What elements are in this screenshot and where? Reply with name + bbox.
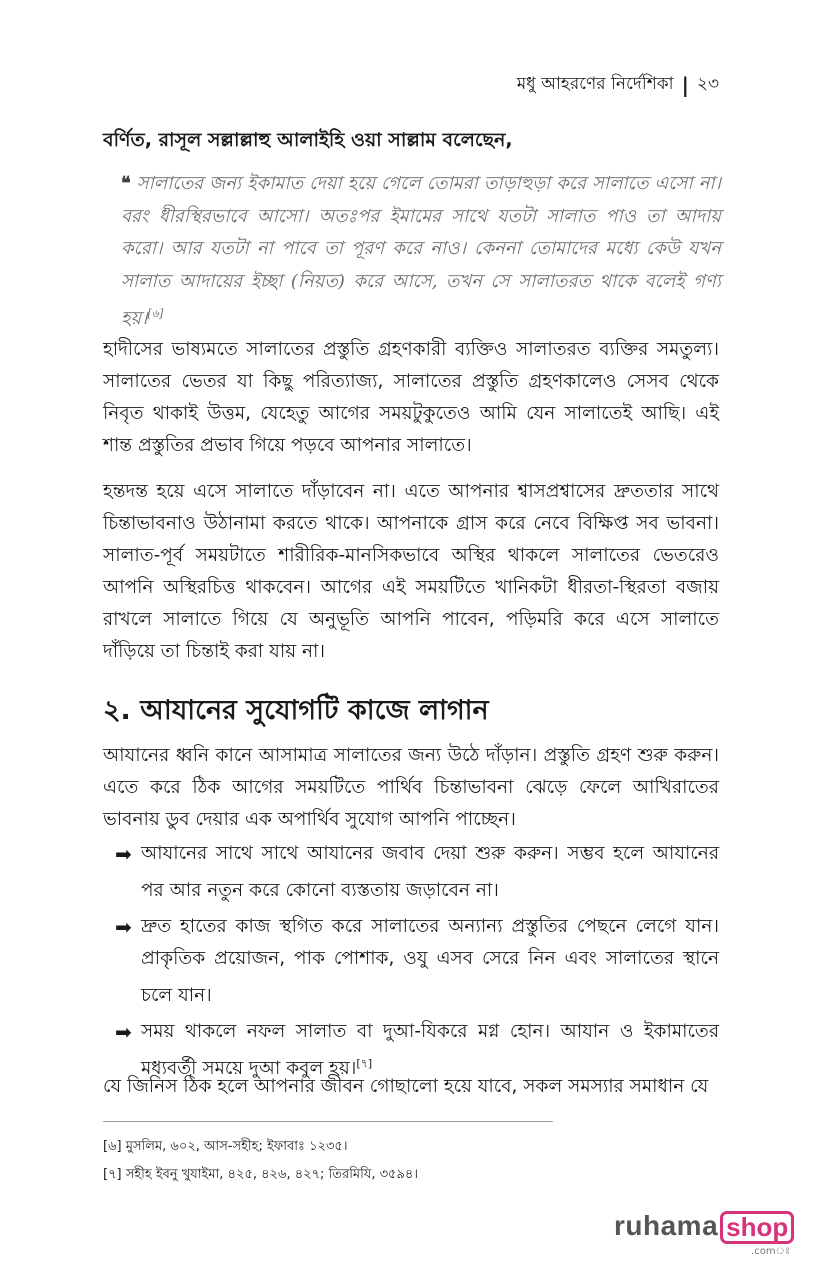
paragraph: আযানের ধ্বনি কানে আসামাত্র সালাতের জন্য উঠে দাঁড়ান। প্রস্তুতি গ্রহণ শুরু করুন। এতে করে ঠিক আগের সময়টিতে পার্থিব চিন্তাভাবনা ঝেড়ে ফেলে আখিরাতের ভাবনায় ডুব দেয়ার এক অপার্থিব সুযোগ আপনি পাচ্ছেন।	[103, 745, 719, 830]
page-number: ২৩	[696, 74, 719, 94]
footnote: [৭] সহীহ ইবনু খুযাইমা, ৪২৫, ৪২৬, ৪২৭; তিরমিযি, ৩৫৯৪।	[103, 1167, 419, 1182]
paragraph: যে জিনিস ঠিক হলে আপনার জীবন গোছালো হয়ে যাবে, সকল সমস্যার সমাধান যে	[103, 1076, 709, 1097]
list-item-text: দ্রুত হাতের কাজ স্থগিত করে সালাতের অন্যান্য প্রস্তুতির পেছনে লেগে যান। প্রাকৃতিক প্রয়োজন, পাক পোশাক, ওযু এসব সেরে নিন এবং সালাতের স্থানে চলে যান।	[141, 916, 719, 1007]
arrow-right-icon: ➡	[115, 842, 132, 866]
paragraph: হন্তদন্ত হয়ে এসে সালাতে দাঁড়াবেন না। এতে আপনার শ্বাসপ্রশ্বাসের দ্রুততার সাথে চিন্তাভাবনাও উঠানামা করতে থাকে। আপনাকে গ্রাস করে নেবে বিক্ষিপ্ত সব ভাবনা। সালাত-পূর্ব সময়টাতে শারীরিক-মানসিকভাবে অস্থির থাকলে সালাতের ভেতরেও আপনি অস্থিরচিত্ত থাকবেন। আগের এই সময়টিতে খানিকটা ধীরতা-স্থিরতা বজায় রাখলে সালাতে গিয়ে যে অনুভূতি আপনি পাবেন, পড়িমরি করে এসে সালাতে দাঁড়িয়ে তা চিন্তাই করা যায় না।	[103, 481, 719, 662]
arrow-right-icon: ➡	[115, 1020, 132, 1045]
list-item	[115, 911, 719, 1012]
footnote-divider	[103, 1121, 553, 1122]
running-header	[517, 71, 719, 99]
footnote-ref[interactable]: [৭]	[356, 1057, 373, 1071]
footnotes	[103, 1133, 418, 1189]
hadith-quote	[121, 168, 721, 336]
section-heading: ২. আযানের সুযোগটি কাজে লাগান	[103, 695, 489, 726]
book-title: মধু আহরণের নির্দেশিকা	[516, 74, 674, 94]
logo-shop-badge: shop	[720, 1211, 794, 1244]
list-item-text: সময় থাকলে নফল সালাত বা দুআ-যিকরে মগ্ন হোন। আযান ও ইকামাতের মধ্যবর্তী সময়ে দুআ কবুল হয়।[৭]	[141, 1021, 719, 1080]
header-separator: |	[681, 73, 689, 97]
arrow-right-icon: ➡	[115, 915, 132, 940]
logo-domain: .comঃ	[751, 1246, 791, 1257]
bullet-list	[115, 838, 719, 1089]
ruhamashop-logo	[614, 1210, 794, 1257]
paragraph: হাদীসের ভাষ্যমতে সালাতের প্রস্তুতি গ্রহণকারী ব্যক্তিও সালাতরত ব্যক্তির সমতুল্য। সালাতের ভেতর যা কিছু পরিত্যাজ্য, সালাতের প্রস্তুতি গ্রহণকালেও সেসব থেকে নিবৃত থাকাই উত্তম, যেহেতু আগের সময়টুকুতেও আমি যেন সালাতেই আছি। এই শান্ত প্রস্তুতির প্রভাব গিয়ে পড়বে আপনার সালাতে।	[103, 339, 719, 456]
intro-line: বর্ণিত, রাসূল সল্লাল্লাহু আলাইহি ওয়া সাল্লাম বলেছেন,	[103, 129, 513, 151]
quote-mark-icon: ❝	[121, 173, 131, 194]
list-item-text: আযানের সাথে সাথে আযানের জবাব দেয়া শুরু করুন। সম্ভব হলে আযানের পর আর নতুন করে কোনো ব্যস্ততায় জড়াবেন না।	[141, 843, 719, 902]
logo-text: ruhama	[614, 1210, 719, 1241]
quote-text: সালাতের জন্য ইকামাত দেয়া হয়ে গেলে তোমরা তাড়াহুড়া করে সালাতে এসো না। বরং ধীরস্থিরভাবে আসো। অতঃপর ইমামের সাথে যতটা সালাত পাও তা আদায় করো। আর যতটা না পাবে তা পূরণ করে নাও। কেননা তোমাদের মধ্যে কেউ যখন সালাত আদায়ের ইচ্ছা (নিয়ত) করে আসে, তখন সে সালাতরত থাকে বলেই গণ্য হয়।	[121, 173, 721, 329]
footnote-ref[interactable]: [৬]	[147, 307, 164, 320]
list-item	[115, 838, 719, 907]
footnote: [৬] মুসলিম, ৬০২, আস-সহীহ; ইফাবাঃ ১২৩৫।	[103, 1139, 348, 1154]
